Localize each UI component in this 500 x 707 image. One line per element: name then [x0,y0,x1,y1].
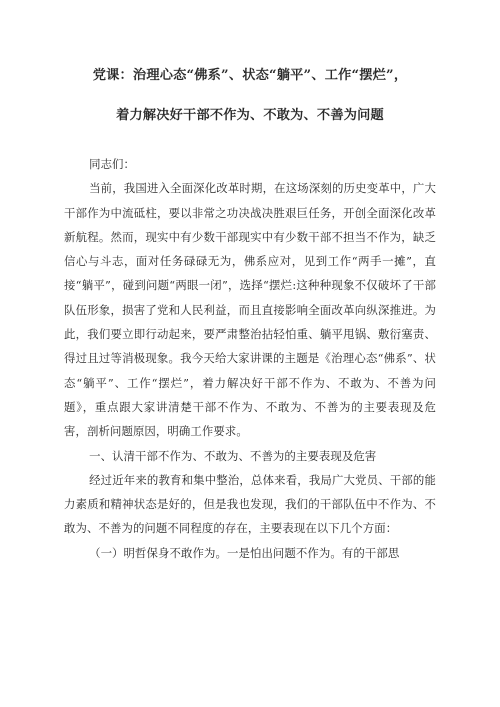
paragraph-intro: 当前，我国进入全面深化改革时期，在这场深刻的历史变革中，广大干部作为中流砥柱，要以非常之功决战决胜艰巨任务，开创全面深化改革新航程。然而，现实中有少数干部现实中有少数干部不担当不作为，缺乏信心与斗志，面对任务碌碌无为，佛系应对，见到工作“两手一摊”，直接“躺平”，碰到问题“两眼一闭”，选择“摆烂:这种种现象不仅破坏了干部队伍形象，损害了党和人民利益，而且直接影响全面改革向纵深推进。为此，我们要立即行动起来，要严肃整治拈轻怕重、躺平甩锅、敷衍塞责、得过且过等消极现象。我今天给大家讲课的主题是《治理心态“佛系”、状态“躺平”、工作“摆烂”，着力解决好干部不作为、不敢为、不善为问题》，重点跟大家讲清楚干部不作为、不敢为、不善为的主要表现及危害，剖析问题原因，明确工作要求。 [64,181,436,439]
document-title-line-1: 党课：治理心态“佛系”、状态“躺平”、工作“摆烂”， [92,68,408,83]
paragraph-overview: 经过近年来的教育和集中整治，总体来看，我局广大党员、干部的能力素质和精神状态是好的，但是我也发现，我们的干部队伍中不作为、不敢为、不善为的问题不同程度的存在，主要表现在以下几个方面： [64,472,436,536]
document-title-line-2: 着力解决好干部不作为、不敢为、不善为问题 [116,108,384,123]
paragraph-subsection-1: （一）明哲保身不敢作为。一是怕出问题不作为。有的干部思 [89,545,400,560]
greeting: 同志们： [89,157,136,171]
section-heading-1: 一、认清干部不作为、不敢为、不善为的主要表现及危害 [89,448,377,463]
